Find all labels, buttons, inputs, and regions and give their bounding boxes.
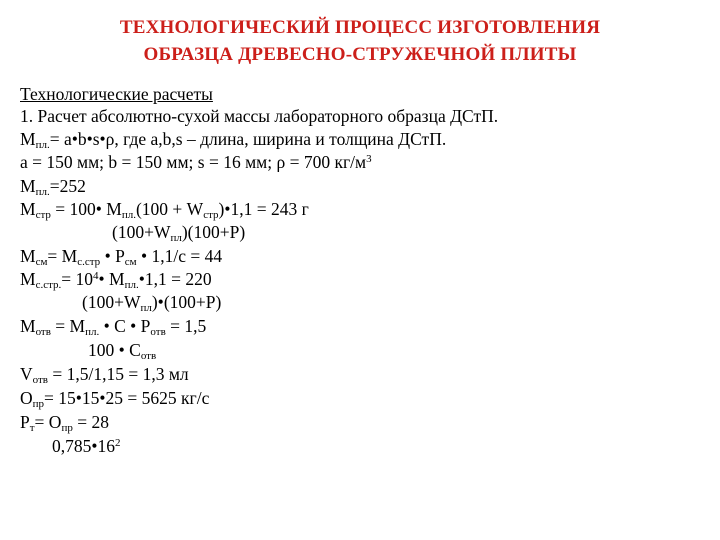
formula-o-pr: $O_{пр}=$ 15•15•25 = 5625 кг/с — [20, 388, 210, 410]
formula-p-t: $P_т= O_{пр} = 28$ — [20, 412, 109, 434]
dimensions-line: a = 150 мм; b = 150 мм; s = 16 мм; ρ = 700 $кг/м^3$ — [20, 152, 372, 172]
formula-mass-definition: $M_{пл.}=$ a•b•s•ρ, где a,b,s – длина, ширина и толщина ДСтП. — [20, 129, 447, 151]
title-line-1: ТЕХНОЛОГИЧЕСКИЙ ПРОЦЕСС ИЗГОТОВЛЕНИЯ — [119, 17, 601, 38]
formula-m-str: $M_{стр}$ = 100• $M_{пл.}(100$ + $W_{стр})•1,1 = 243$ г — [20, 199, 309, 221]
formula-m-otv: $M_{отв} = M_{пл.}$ • C • $P_{отв} = 1,5$ — [20, 316, 207, 338]
section-heading: Технологические расчеты — [20, 84, 213, 104]
formula-m-otv-denominator: 100 • $C_{отв}$ — [88, 340, 157, 362]
slide-title — [0, 14, 720, 68]
mass-value-line: $M_{пл.}=252$ — [20, 176, 86, 198]
title-line-2: ОБРАЗЦА ДРЕВЕСНО-СТРУЖЕЧНОЙ ПЛИТЫ — [143, 44, 577, 65]
item-1-heading: 1. Расчет абсолютно-сухой массы лабораторного образца ДСтП. — [20, 106, 499, 126]
formula-m-sm: $M_{см}= M_{с.стр}$ • $P_{см}$ • 1,1/c = 44 — [20, 246, 223, 268]
formula-m-cstr-denominator: $(100+W_{пл})•(100+P)$ — [82, 292, 222, 314]
formula-v-otv: $V_{отв} = 1,5/1,15 = 1,3$ мл — [20, 364, 189, 386]
formula-p-t-denominator: $0,785•16^2$ — [52, 436, 121, 456]
formula-m-cstr: $M_{с.стр.}=$ $10^4•$ $M_{пл.}•1,1 = 220$ — [20, 269, 212, 291]
formula-m-str-denominator: $(100+W_{пл})(100+P)$ — [112, 222, 246, 244]
